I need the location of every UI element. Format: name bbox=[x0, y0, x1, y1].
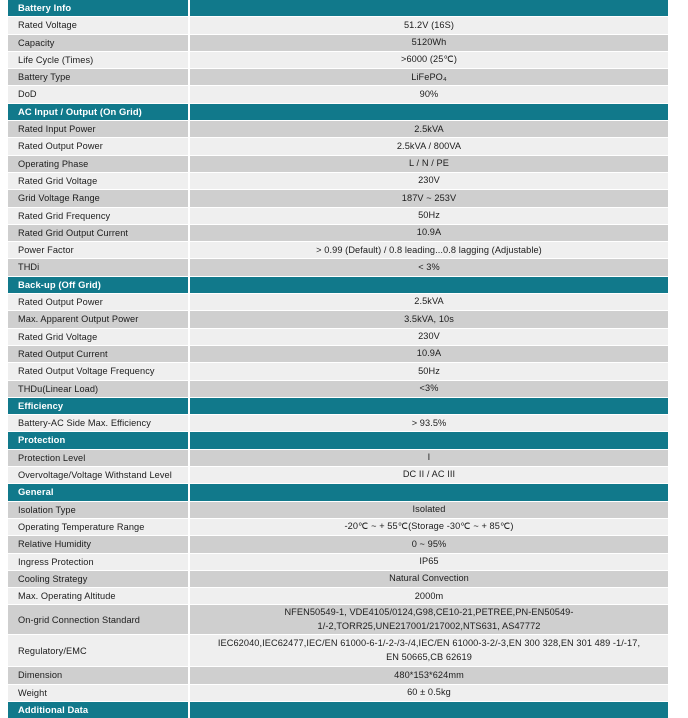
spec-label: Life Cycle (Times) bbox=[8, 52, 188, 68]
spec-value-line-1: IEC62040,IEC62477,IEC/EN 61000-6-1/-2-/3-/4,IEC/EN 61000-3-2/-3,EN 300 328,EN 301 489 -1/-17, bbox=[217, 638, 641, 649]
table-row bbox=[8, 173, 668, 189]
spec-value: 10.9A bbox=[190, 346, 668, 362]
section-title: Protection bbox=[8, 432, 188, 448]
spec-label: Cooling Strategy bbox=[8, 571, 188, 587]
spec-value: >6000 (25℃) bbox=[190, 52, 668, 68]
spec-label: Regulatory/EMC bbox=[8, 635, 188, 666]
table-row bbox=[8, 536, 668, 552]
section-header-filler bbox=[190, 0, 668, 16]
table-row bbox=[8, 69, 668, 85]
section-header-filler bbox=[190, 398, 668, 414]
spec-value: -20℃ ~ + 55℃(Storage -30℃ ~ + 85℃) bbox=[190, 519, 668, 535]
spec-value: 230V bbox=[190, 173, 668, 189]
section-header-efficiency bbox=[8, 398, 668, 414]
spec-value: > 0.99 (Default) / 0.8 leading...0.8 lagging (Adjustable) bbox=[190, 242, 668, 258]
spec-label: Rated Output Power bbox=[8, 294, 188, 310]
table-row bbox=[8, 294, 668, 310]
section-title: General bbox=[8, 484, 188, 500]
table-row bbox=[8, 17, 668, 33]
section-title: Efficiency bbox=[8, 398, 188, 414]
table-row bbox=[8, 346, 668, 362]
table-row bbox=[8, 35, 668, 51]
spec-value: 187V ~ 253V bbox=[190, 190, 668, 206]
spec-label: Battery-AC Side Max. Efficiency bbox=[8, 415, 188, 431]
spec-label: Rated Voltage bbox=[8, 17, 188, 33]
section-title: Back-up (Off Grid) bbox=[8, 277, 188, 293]
table-row bbox=[8, 571, 668, 587]
section-header-battery-info bbox=[8, 0, 668, 16]
spec-label: Rated Grid Frequency bbox=[8, 208, 188, 224]
spec-value: 5120Wh bbox=[190, 35, 668, 51]
spec-value: 90% bbox=[190, 86, 668, 102]
spec-value: > 93.5% bbox=[190, 415, 668, 431]
spec-value: L / N / PE bbox=[190, 156, 668, 172]
table-row bbox=[8, 156, 668, 172]
table-row bbox=[8, 225, 668, 241]
spec-label: Weight bbox=[8, 685, 188, 701]
table-row bbox=[8, 52, 668, 68]
spec-value: 3.5kVA, 10s bbox=[190, 311, 668, 327]
spec-label: Max. Operating Altitude bbox=[8, 588, 188, 604]
spec-value: < 3% bbox=[190, 259, 668, 275]
spec-label: THDu(Linear Load) bbox=[8, 381, 188, 397]
spec-label: Power Factor bbox=[8, 242, 188, 258]
table-row bbox=[8, 363, 668, 379]
spec-label: DoD bbox=[8, 86, 188, 102]
table-row bbox=[8, 685, 668, 701]
spec-value: Isolated bbox=[190, 502, 668, 518]
table-row bbox=[8, 502, 668, 518]
spec-value: DC II / AC III bbox=[190, 467, 668, 483]
spec-value: <3% bbox=[190, 381, 668, 397]
table-row bbox=[8, 554, 668, 570]
spec-label: Capacity bbox=[8, 35, 188, 51]
spec-label: On-grid Connection Standard bbox=[8, 605, 188, 634]
spec-label: Rated Output Voltage Frequency bbox=[8, 363, 188, 379]
spec-value: 230V bbox=[190, 329, 668, 345]
spec-value: 10.9A bbox=[190, 225, 668, 241]
table-row bbox=[8, 605, 668, 634]
spec-label: Relative Humidity bbox=[8, 536, 188, 552]
section-header-additional-data bbox=[8, 702, 668, 718]
spec-value: 51.2V (16S) bbox=[190, 17, 668, 33]
section-title: AC Input / Output (On Grid) bbox=[8, 104, 188, 120]
spec-label: Rated Output Current bbox=[8, 346, 188, 362]
spec-label: Operating Phase bbox=[8, 156, 188, 172]
spec-value: 2000m bbox=[190, 588, 668, 604]
spec-value bbox=[190, 635, 668, 666]
section-header-filler bbox=[190, 104, 668, 120]
spec-value: Natural Convection bbox=[190, 571, 668, 587]
table-row bbox=[8, 259, 668, 275]
section-header-filler bbox=[190, 277, 668, 293]
spec-label: THDi bbox=[8, 259, 188, 275]
spec-label: Isolation Type bbox=[8, 502, 188, 518]
section-title: Battery Info bbox=[8, 0, 188, 16]
section-header-filler bbox=[190, 484, 668, 500]
spec-value-line-2: EN 50665,CB 62619 bbox=[386, 651, 472, 662]
table-row bbox=[8, 208, 668, 224]
section-header-back-up-off-grid bbox=[8, 277, 668, 293]
spec-label: Rated Grid Voltage bbox=[8, 173, 188, 189]
table-row bbox=[8, 190, 668, 206]
spec-label: Max. Apparent Output Power bbox=[8, 311, 188, 327]
spec-value: NFEN50549-1, VDE4105/0124,G98,CE10-21,PETREE,PN-EN50549-1/-2,TORR25,UNE217001/217002,NTS631, AS47772 bbox=[190, 605, 668, 634]
table-row bbox=[8, 519, 668, 535]
table-row bbox=[8, 86, 668, 102]
spec-value: LiFePO₄ bbox=[190, 69, 668, 85]
table-row bbox=[8, 311, 668, 327]
table-row bbox=[8, 138, 668, 154]
spec-label: Rated Grid Output Current bbox=[8, 225, 188, 241]
spec-label: Rated Grid Voltage bbox=[8, 329, 188, 345]
table-row bbox=[8, 635, 668, 666]
spec-value: 2.5kVA bbox=[190, 121, 668, 137]
spec-label: Overvoltage/Voltage Withstand Level bbox=[8, 467, 188, 483]
spec-value: 0 ~ 95% bbox=[190, 536, 668, 552]
spec-value: 480*153*624mm bbox=[190, 667, 668, 683]
spec-label: Battery Type bbox=[8, 69, 188, 85]
spec-value: 50Hz bbox=[190, 208, 668, 224]
table-row bbox=[8, 467, 668, 483]
table-row bbox=[8, 415, 668, 431]
spec-value: 2.5kVA / 800VA bbox=[190, 138, 668, 154]
spec-value: IP65 bbox=[190, 554, 668, 570]
section-header-filler bbox=[190, 432, 668, 448]
spec-label: Protection Level bbox=[8, 450, 188, 466]
section-header-protection bbox=[8, 432, 668, 448]
section-title: Additional Data bbox=[8, 702, 188, 718]
table-row bbox=[8, 450, 668, 466]
spec-label: Rated Input Power bbox=[8, 121, 188, 137]
section-header-general bbox=[8, 484, 668, 500]
table-row bbox=[8, 329, 668, 345]
table-row bbox=[8, 121, 668, 137]
spec-label: Operating Temperature Range bbox=[8, 519, 188, 535]
section-header-ac-input-output-on-grid bbox=[8, 104, 668, 120]
table-row bbox=[8, 242, 668, 258]
spec-label: Ingress Protection bbox=[8, 554, 188, 570]
spec-value: 60 ± 0.5kg bbox=[190, 685, 668, 701]
table-row bbox=[8, 667, 668, 683]
spec-label: Dimension bbox=[8, 667, 188, 683]
table-row bbox=[8, 588, 668, 604]
spec-value: 2.5kVA bbox=[190, 294, 668, 310]
section-header-filler bbox=[190, 702, 668, 718]
spec-label: Rated Output Power bbox=[8, 138, 188, 154]
spec-label: Grid Voltage Range bbox=[8, 190, 188, 206]
spec-value: I bbox=[190, 450, 668, 466]
spec-value: 50Hz bbox=[190, 363, 668, 379]
table-row bbox=[8, 381, 668, 397]
